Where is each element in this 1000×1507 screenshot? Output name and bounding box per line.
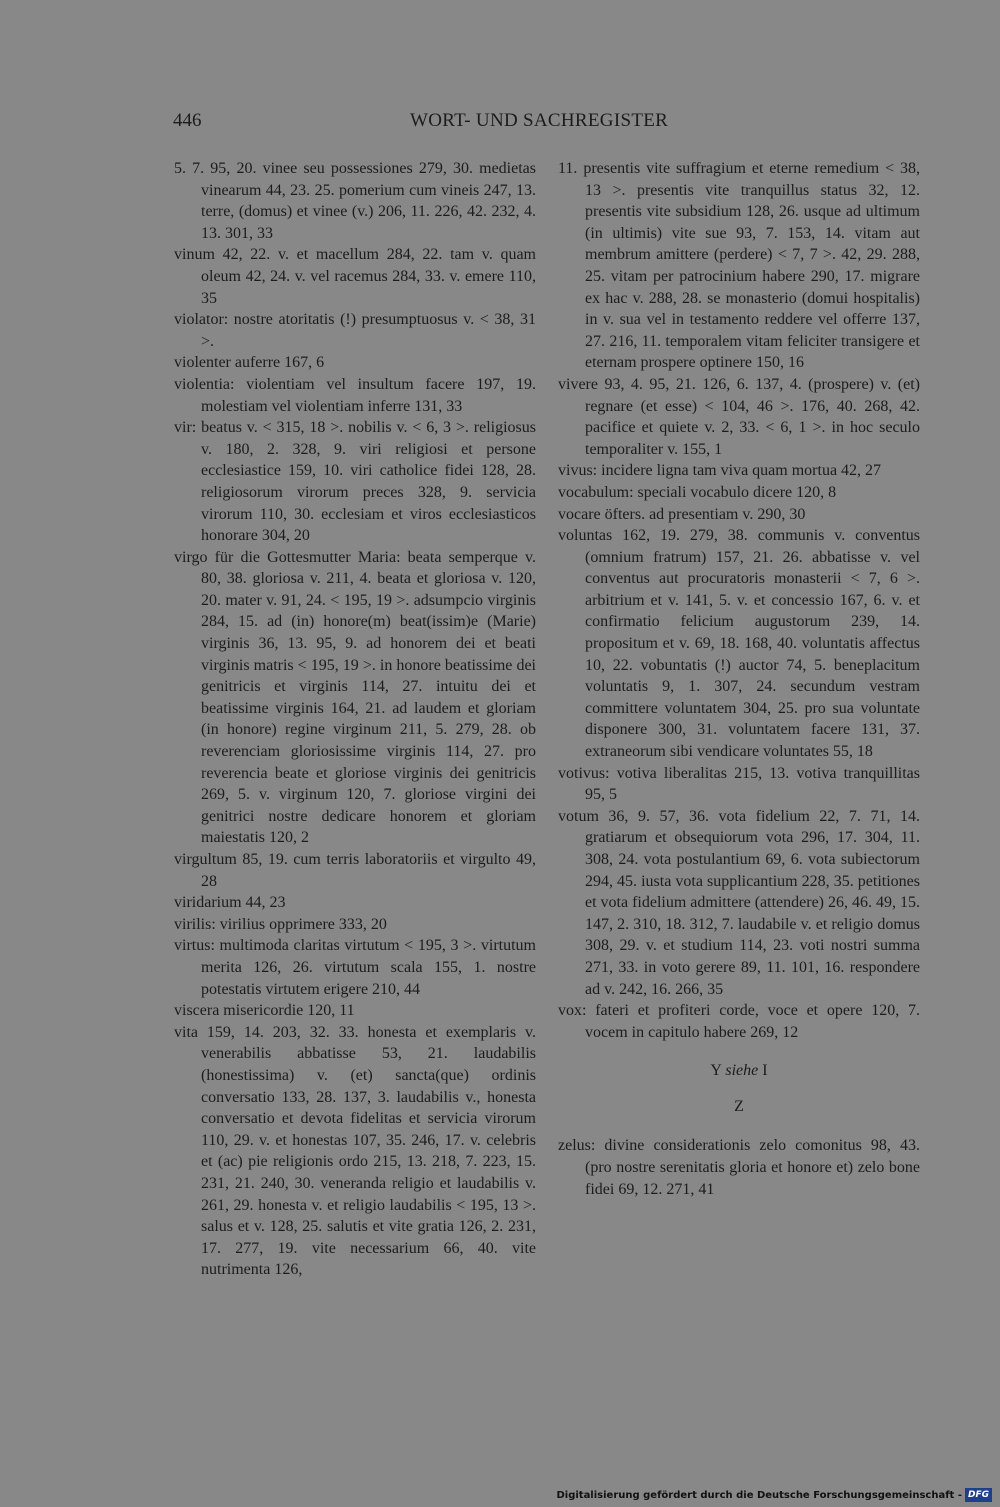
index-entry: vivere 93, 4. 95, 21. 126, 6. 137, 4. (prospere) v. (et) regnare (et esse) < 104, 46 >. 176, 40. 268, 42. pacifice et quiete v. 2, 33. < 6, 1 >. in hoc seculo temporaliter v. 155, 1	[558, 375, 920, 458]
index-entry: vox: fateri et profiteri corde, voce et opere 120, 7. vocem in capitulo habere 269, 12	[558, 1002, 920, 1041]
index-entry: vita 159, 14. 203, 32. 33. honesta et exemplaris v. venerabilis abbatisse 53, 21. laudabilis (honestissima) v. (et) sancta(que) ordinis conversatio 133, 28. 137, 3. laudabilis v., honesta conversatio et devota fidelitas et servicia virorum 110, 29. v. et honestas 107, 35. 246, 17. v. celebris et (ac) pie religionis ordo 215, 13. 218, 7. 223, 15. 231, 21. 240, 30. veneranda religio et laudabilis v. 261, 29. honesta v. et religio laudabilis < 195, 13 >. salus et v. 128, 25. salutis et vite gratia 126, 2. 231, 17. 277, 19. vite necessarium 66, 40. vite nutrimenta 126,	[174, 1023, 536, 1279]
index-entry: viscera misericordie 120, 11	[174, 1002, 355, 1020]
right-column	[558, 158, 920, 1200]
letter-heading-y	[558, 1060, 920, 1082]
index-entry: vocare öfters. ad presentiam v. 290, 30	[558, 505, 806, 523]
index-entry: votivus: votiva liberalitas 215, 13. votiva tranquillitas 95, 5	[558, 764, 920, 804]
index-entry: vinum 42, 22. v. et macellum 284, 22. tam v. quam oleum 42, 24. v. vel racemus 284, 33. v. emere 110, 35	[174, 246, 536, 307]
index-entry: vivus: incidere ligna tam viva quam mortua 42, 27	[558, 462, 882, 480]
dfg-logo: DFG	[965, 1488, 992, 1502]
footer-text: Digitalisierung gefördert durch die Deutsche Forschungsgemeinschaft -	[556, 1489, 962, 1501]
index-entry: 5. 7. 95, 20. vinee seu possessiones 279, 30. medietas vinearum 44, 23. 25. pomerium cum vineis 247, 13. terre, (domus) et vinee (v.) 206, 11. 226, 42. 232, 4. 13. 301, 33	[174, 160, 536, 242]
see-reference: siehe	[725, 1062, 759, 1080]
index-entry: violentia: violentiam vel insultum facere 197, 19. molestiam vel violentiam inferre 131, 33	[174, 375, 536, 415]
index-entry: 11. presentis vite suffragium et eterne remedium < 38, 13 >. presentis vite tranquillus status 32, 12. presentis vite subsidium 128, 26. usque ad ultimum (in ultimis) vite sue 93, 7. 153, 14. vitam aut membrum amittere (perdere) < 7, 7 >. 42, 29. 288, 25. vitam per patrocinium habere 290, 17. migrare ex hac v. 288, 28. se monasterio (domui hospitalis) in v. sua vel in testamento reddere vel offerre 137, 27. 216, 11. temporalem vitam feliciter transigere et eternam prospere optinere 150, 16	[558, 160, 920, 372]
index-entry: viridarium 44, 23	[174, 894, 286, 912]
left-column	[174, 158, 536, 1281]
see-target: I	[762, 1062, 768, 1080]
index-entry: violenter auferre 167, 6	[174, 354, 325, 372]
page-number: 446	[173, 110, 202, 131]
digitization-footer	[556, 1487, 992, 1503]
index-entry: vocabulum: speciali vocabulo dicere 120, 8	[558, 483, 837, 501]
index-entry: virgultum 85, 19. cum terris laboratoriis et virgulto 49, 28	[174, 851, 536, 890]
index-entry: virilis: virilius opprimere 333, 20	[174, 915, 387, 933]
index-entry: virgo für die Gottesmutter Maria: beata semperque v. 80, 38. gloriosa v. 211, 4. beata et gloriosa v. 120, 20. mater v. 91, 24. < 195, 19 >. adsumpcio virginis 284, 15. ad (in) honore(m) beat(issim)e (Marie) virginis 36, 13. 95, 9. ad honorem dei et beati virginis matris < 195, 19 >. in honore beatissime dei genitricis et virginis 114, 27. intuitu dei et beatissime virginis 164, 21. ad laudem et gloriam (in honore) regine virginum 211, 5. 279, 28. ob reverenciam gloriosissime virginis 114, 27. pro reverencia beate et gloriose virginis dei genitricis 269, 5. v. virginum 120, 7. gloriose virgini dei genitrici nostre dedicare honorem et gloriam maiestatis 120, 2	[174, 548, 536, 847]
letter-heading-z: Z	[734, 1098, 744, 1116]
running-head: WORT- UND SACHREGISTER	[410, 110, 669, 131]
index-entry: zelus: divine considerationis zelo comonitus 98, 43. (pro nostre serenitatis gloria et honore et) zelo bone fidei 69, 12. 271, 41	[558, 1137, 920, 1198]
index-entry: violator: nostre atoritatis (!) presumptuosus v. < 38, 31 >.	[174, 311, 536, 350]
letter-y: Y	[710, 1062, 722, 1080]
index-entry: vir: beatus v. < 315, 18 >. nobilis v. < 6, 3 >. religiosus v. 180, 2. 328, 9. viri religiosi et persone ecclesiastice 159, 10. viri catholice fidei 128, 28. religiosorum virorum preces 328, 9. servicia virorum 110, 30. ecclesiam et viros ecclesiasticos honorare 304, 20	[174, 419, 536, 545]
index-entry: virtus: multimoda claritas virtutum < 195, 3 >. virtutum merita 126, 26. virtutum scala 155, 1. nostre potestatis virtutem erigere 210, 44	[174, 937, 536, 998]
index-entry: voluntas 162, 19. 279, 38. communis v. conventus (omnium fratrum) 157, 21. 26. abbatisse v. vel conventus aut procuratoris monasterii < 7, 6 >. arbitrium et v. 141, 5. v. et concessio 167, 6. v. et confirmatio felicium augustorum 239, 14. propositum et v. 69, 18. 168, 40. voluntatis affectus 10, 22. vobuntatis (!) auctor 74, 5. beneplacitum voluntatis 9, 1. 307, 24. secundum vestram committere voluntatem 304, 25. pro sua voluntate disponere 300, 31. voluntatem facere 131, 37. extraneorum sibi vendicare voluntates 55, 18	[558, 527, 920, 761]
index-entry: votum 36, 9. 57, 36. vota fidelium 22, 7. 71, 14. gratiarum et obsequiorum vota 296, 17. 304, 11. 308, 24. vota postulantium 69, 6. vota subiectorum 294, 45. iusta vota supplicantium 228, 35. petitiones et vota fidelium admittere (attendere) 26, 46. 49, 15. 147, 2. 310, 18. 312, 7. laudabile v. et religio domus 308, 29. v. et studium 114, 23. voti nostri summa 271, 33. in voto gerere 89, 11. 101, 16. respondere ad v. 242, 16. 266, 35	[558, 807, 920, 998]
